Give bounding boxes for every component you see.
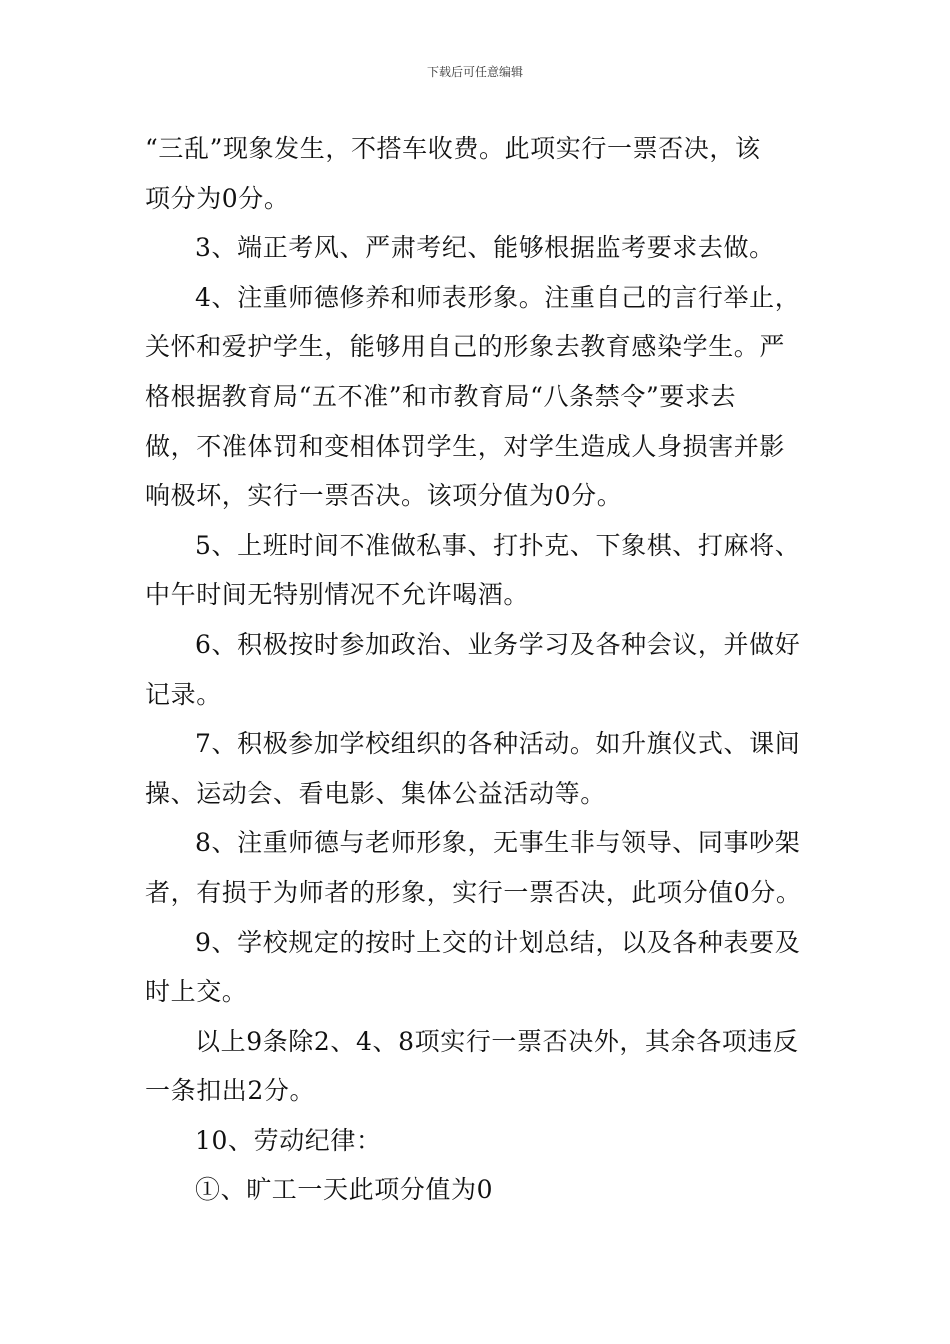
text-line: 时上交。 [145, 977, 248, 1007]
text-line: 记录。 [145, 679, 222, 709]
text-line: 5、上班时间不准做私事、打扑克、下象棋、打麻将、 [195, 530, 801, 560]
page-header: 下载后可任意编辑 [426, 65, 523, 79]
text-line: 以上9条除2、4、8项实行一票否决外，其余各项违反 [195, 1026, 799, 1056]
text-line: 做，不准体罚和变相体罚学生，对学生造成人身损害并影 [145, 431, 786, 461]
text-line: 操、运动会、看电影、集体公益活动等。 [145, 778, 606, 808]
text-line: 一条扣出2分。 [145, 1076, 316, 1106]
text-line: 项分为0分。 [145, 183, 290, 213]
text-line: 者，有损于为师者的形象，实行一票否决，此项分值0分。 [145, 877, 802, 907]
text-line: 4、注重师德修养和师表形象。注重自己的言行举止， [195, 282, 801, 312]
text-line: 关怀和爱护学生，能够用自己的形象去教育感染学生。严 [145, 332, 786, 362]
text-line: “三乱”现象发生，不搭车收费。此项实行一票否决，该 [145, 134, 761, 163]
text-line: 10、劳动纪律： [195, 1125, 382, 1155]
text-line: 中午时间无特别情况不允许喝酒。 [145, 580, 530, 610]
document-body [145, 124, 815, 1215]
text-line: 3、端正考风、严肃考纪、能够根据监考要求去做。 [195, 233, 775, 263]
text-line: 格根据教育局“五不准”和市教育局“八条禁令”要求去 [145, 381, 737, 411]
text-line: 8、注重师德与老师形象，无事生非与领导、同事吵架 [195, 828, 801, 858]
text-line: 7、积极参加学校组织的各种活动。如升旗仪式、课间 [195, 729, 801, 759]
text-line: 9、学校规定的按时上交的计划总结，以及各种表要及 [195, 927, 801, 957]
text-line: 6、积极按时参加政治、业务学习及各种会议，并做好 [195, 629, 801, 659]
text-line: ①、旷工一天此项分值为0 [195, 1175, 494, 1205]
text-line: 响极坏，实行一票否决。该项分值为0分。 [145, 481, 623, 511]
